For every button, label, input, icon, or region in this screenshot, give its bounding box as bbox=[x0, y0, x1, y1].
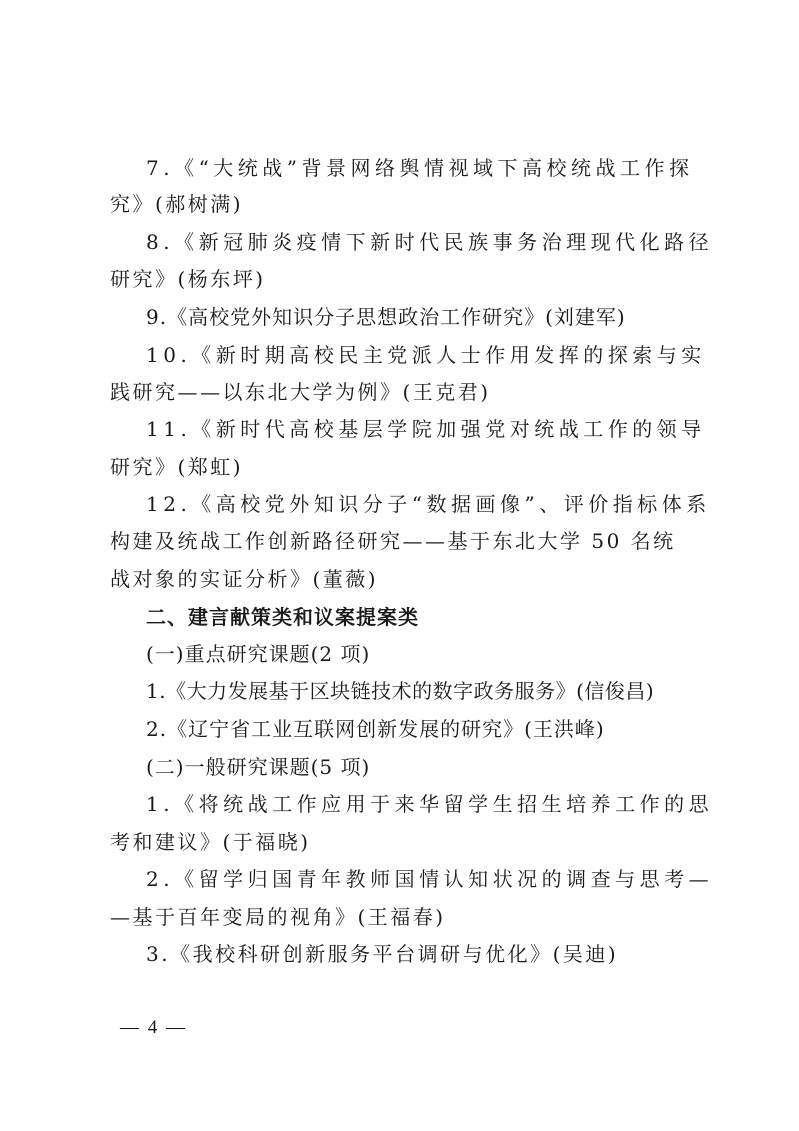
subsection-heading: (二)一般研究课题(5 项) bbox=[146, 755, 371, 779]
subsection-heading: (一)重点研究课题(2 项) bbox=[146, 642, 371, 666]
text-line: 研究》(郑虹) bbox=[110, 455, 244, 479]
text-line: 9.《高校党外知识分子思想政治工作研究》(刘建军) bbox=[146, 305, 626, 329]
text-line: 考和建议》(于福晓) bbox=[110, 830, 311, 854]
text-line: 2.《留学归国青年教师国情认知状况的调查与思考— bbox=[146, 867, 714, 891]
text-line: 10.《新时期高校民主党派人士作用发挥的探索与实 bbox=[146, 343, 706, 367]
text-line: 战对象的实证分析》(董薇) bbox=[110, 567, 379, 591]
text-line: 1.《大力发展基于区块链技术的数字政务服务》(信俊昌) bbox=[146, 679, 655, 703]
text-line: 1.《将统战工作应用于来华留学生招生培养工作的思 bbox=[146, 792, 714, 816]
text-line: —基于百年变局的视角》(王福春) bbox=[110, 905, 446, 929]
text-line: 12.《高校党外知识分子“数据画像”、评价指标体系 bbox=[146, 492, 711, 516]
text-line: 研究》(杨东坪) bbox=[110, 267, 266, 291]
text-line: 11.《新时代高校基层学院加强党对统战工作的领导 bbox=[146, 417, 706, 441]
text-line: 究》(郝树满) bbox=[110, 192, 244, 216]
text-line: 践研究——以东北大学为例》(王克君) bbox=[110, 380, 491, 404]
text-line: 7.《“大统战”背景网络舆情视域下高校统战工作探 bbox=[146, 156, 694, 180]
text-line: 2.《辽宁省工业互联网创新发展的研究》(王洪峰) bbox=[146, 717, 605, 741]
text-line: 8.《新冠肺炎疫情下新时代民族事务治理现代化路径 bbox=[146, 230, 714, 254]
section-heading: 二、建言献策类和议案提案类 bbox=[146, 605, 419, 629]
text-line: 构建及统战工作创新路径研究——基于东北大学 50 名统 bbox=[110, 529, 676, 553]
page-number: — 4 — bbox=[120, 1017, 187, 1038]
text-line: 3.《我校科研创新服务平台调研与优化》(吴迪) bbox=[146, 942, 619, 966]
